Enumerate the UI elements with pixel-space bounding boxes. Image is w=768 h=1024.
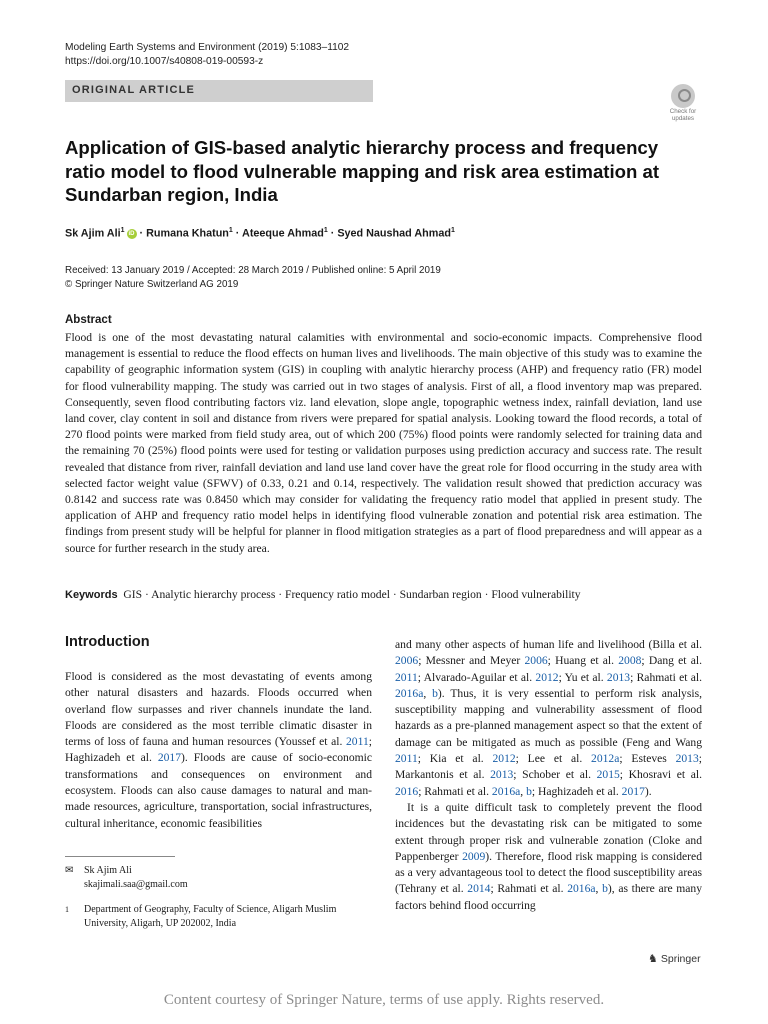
body-text: ; Esteves <box>619 752 676 766</box>
check-updates-icon <box>671 84 695 108</box>
citation-link[interactable]: b <box>602 882 608 896</box>
body-text: ; Lee et al. <box>515 752 592 766</box>
orcid-icon[interactable]: iD <box>128 230 135 237</box>
body-text: ; Kia et al. <box>417 752 493 766</box>
author-name[interactable]: Syed Naushad Ahmad <box>337 227 451 240</box>
author-affiliation: 1 <box>450 227 455 234</box>
citation-link[interactable]: 2017 <box>621 784 645 798</box>
citation-link[interactable]: 2016a <box>567 882 596 896</box>
journal-header <box>65 41 349 69</box>
citation-link[interactable]: 2016a <box>395 686 424 700</box>
affiliation-mark: 1 <box>65 905 69 914</box>
citation-link[interactable]: 2006 <box>524 654 548 668</box>
courtesy-notice: Content courtesy of Springer Nature, terms of use apply. Rights reserved. <box>163 992 605 1008</box>
body-text: ; Schober et al. <box>513 768 597 782</box>
citation-link[interactable]: 2014 <box>467 882 491 896</box>
body-text: ; Huang et al. <box>547 654 619 668</box>
abstract-heading: Abstract <box>65 314 112 326</box>
author-name[interactable]: Sk Ajim Ali <box>65 227 121 240</box>
citation-link[interactable]: 2009 <box>462 849 486 863</box>
citation-link[interactable]: 2016 <box>395 784 419 798</box>
citation-link[interactable]: 2011 <box>395 752 418 766</box>
footnote-divider <box>65 856 175 857</box>
citation-link[interactable]: b <box>432 686 438 700</box>
springer-label: Springer <box>660 953 701 965</box>
article-type-label: ORIGINAL ARTICLE <box>72 84 196 96</box>
check-updates-line1: Check for <box>669 108 697 115</box>
author-name[interactable]: Rumana Khatun <box>146 227 229 240</box>
author-affiliation: 1 <box>228 227 233 234</box>
body-text: Flood is considered as the most devastating of events among other natural disasters and hazards. Floods occurred when overland flow surpasses and river channels inundate the land. Floods are considered as the most terrible climatic disaster in terms of loss of fauna and human resources (Youssef et al. <box>65 670 372 749</box>
footnote-affiliation <box>65 903 365 931</box>
doi-link[interactable]: https://doi.org/10.1007/s40808-019-00593-z <box>65 56 264 67</box>
citation-link[interactable]: 2012 <box>535 670 559 684</box>
body-text: ; Rahmati et al. <box>418 784 492 798</box>
envelope-icon: ✉ <box>65 865 74 876</box>
check-for-updates-button[interactable] <box>664 84 702 122</box>
body-text: ). <box>644 784 652 798</box>
column-right <box>395 637 702 914</box>
author-name[interactable]: Ateeque Ahmad <box>242 227 324 240</box>
citation-link[interactable]: 2011 <box>346 735 369 749</box>
body-text: ; Khosravi et al. <box>619 768 702 782</box>
publication-dates <box>65 264 441 292</box>
body-text: ; Rahmati et al. <box>630 670 702 684</box>
body-text: ; Alvarado-Aguilar et al. <box>417 670 536 684</box>
intro-paragraph-1 <box>65 669 372 832</box>
body-text: and many other aspects of human life and livelihood (Billa et al. <box>395 638 702 651</box>
abstract-text: Flood is one of the most devastating natural calamities with environmental and socio-economic impacts. Comprehensive flood management is essential to reduce the flood effects on human lives and livelihoods. The main objective of this study was to examine the capability of geographic information system (GIS) in coupling with analytic hierarchy process (AHP) and frequency ratio (FR) model for flood vulnerability mapping. The study was carried out in two stages of analysis. First of all, a flood inventory map was prepared. Consequently, seven flood contributing factors viz. land elevation, slope angle, topographic wetness index, rainfall deviation, land use land cover, clay content in soil and distance from rivers were prepared for spatial analysis. Looking toward the flood records, a total of 270 flood points were marked from field study area, out of which 200 (75%) flood points were randomly selected for training data and the remaining 70 (25%) flood points were used for testing or validation purposes using prediction accuracy and success rate. The result revealed that distance from river, rainfall deviation and land use land cover have the great role for flood occurring in the study area with selected factor weight value (SFWV) of 0.33, 0.21 and 0.14, respectively. The validation result showed that prediction accuracy was 0.8142 and success rate was 0.8450 which may consider for validating the frequency ratio model that applied in present study. The application of AHP and frequency ratio model helps in identifying flood vulnerable zonation and potential risk area estimation. The findings from present study will be helpful for planner in flood mitigation strategies as a part of flood preparedness and will appear as a source for further research in the study area. <box>65 331 702 555</box>
body-text: It is a quite difficult task to completely prevent the flood incidences but the devastating risk can be mitigated to some extent through proper risk and vulnerable zonation (Cloke and Pappenberger <box>395 800 702 863</box>
contact-name: Sk Ajim Ali <box>84 865 132 876</box>
citation-link[interactable]: b <box>526 784 532 798</box>
body-text: , <box>423 686 433 700</box>
keywords-list: GIS · Analytic hierarchy process · Frequency ratio model · Sundarban region · Flood vulnerability <box>123 588 581 601</box>
body-text: ). Thus, it is very essential to perform risk analysis, susceptibility mapping and vulnerability assessment of flood hazards as a pre-planned management aspect so that the extent of damage can be mitigated as much as possible (Feng and Wang <box>395 686 702 749</box>
body-text: ; Haghizadeh et al. <box>65 735 372 765</box>
article-title: Application of GIS-based analytic hierarchy process and frequency ratio model to flood vulnerable mapping and risk area estimation at Sundarban region, India <box>65 137 660 205</box>
body-text: ; Messner and Meyer <box>418 654 525 668</box>
affiliation-text: Department of Geography, Faculty of Science, Aligarh Muslim University, Aligarh, UP 202002, India <box>84 904 337 929</box>
author-affiliation: 1 <box>120 227 125 234</box>
citation-link[interactable]: 2006 <box>395 654 419 668</box>
citation-link[interactable]: 2017 <box>157 751 182 765</box>
introduction-heading: Introduction <box>65 634 150 650</box>
citation-link[interactable]: 2015 <box>596 768 620 782</box>
contact-email[interactable]: skajimali.saa@gmail.com <box>84 879 188 890</box>
body-text: , <box>520 784 527 798</box>
body-text: ; Yu et al. <box>558 670 607 684</box>
copyright-line: © Springer Nature Switzerland AG 2019 <box>65 279 239 290</box>
citation-link[interactable]: 2016a <box>491 784 521 798</box>
footnote-contact <box>65 864 365 892</box>
column-left <box>65 669 372 832</box>
body-text: ; Dang et al. <box>641 654 702 668</box>
intro-paragraph-3 <box>395 800 702 914</box>
author-affiliation: 1 <box>323 227 328 234</box>
body-text: ; Rahmati et al. <box>490 882 568 896</box>
body-text: ; Haghizadeh et al. <box>531 784 622 798</box>
intro-paragraph-2 <box>395 637 702 800</box>
journal-citation: Modeling Earth Systems and Environment (2019) 5:1083–1102 <box>65 42 350 53</box>
body-text: ; Markantonis et al. <box>395 752 702 782</box>
body-text: ), as there are many factors behind flood occurring <box>395 882 703 912</box>
dates-line: Received: 13 January 2019 / Accepted: 28 March 2019 / Published online: 5 April 2019 <box>65 265 441 276</box>
citation-link[interactable]: 2008 <box>618 654 642 668</box>
author-list: Sk Ajim Ali$^1$ iD · Rumana Khatun$^1$ · Ateeque Ahmad$^1$ · Syed Naushad Ahmad$^1$ <box>65 227 455 240</box>
citation-link[interactable]: 2012 <box>492 752 516 766</box>
citation-link[interactable]: 2012a <box>591 752 620 766</box>
body-text: , <box>595 882 603 896</box>
springer-horse-icon: ♞ <box>648 953 658 965</box>
body-text: ). Therefore, flood risk mapping is considered as a very advantageous tool to detect the flood susceptibility areas (Tehrany et al. <box>395 849 702 896</box>
citation-link[interactable]: 2013 <box>606 670 631 684</box>
citation-link[interactable]: 2013 <box>675 752 699 766</box>
body-text: ). Floods are cause of socio-economic transformations and consequences on environment and ecosystem. Floods can also cause damages to natural and man-made resources, agriculture, transportation, social infrastructures, cultural inheritance, economic feasibilities <box>65 751 373 830</box>
citation-link[interactable]: 2013 <box>490 768 514 782</box>
citation-link[interactable]: 2011 <box>395 670 418 684</box>
springer-logo <box>648 952 701 965</box>
article-type-badge <box>65 80 373 102</box>
check-updates-line2: updates <box>671 115 695 122</box>
keywords-section <box>65 588 705 601</box>
keywords-label: Keywords <box>65 589 118 601</box>
